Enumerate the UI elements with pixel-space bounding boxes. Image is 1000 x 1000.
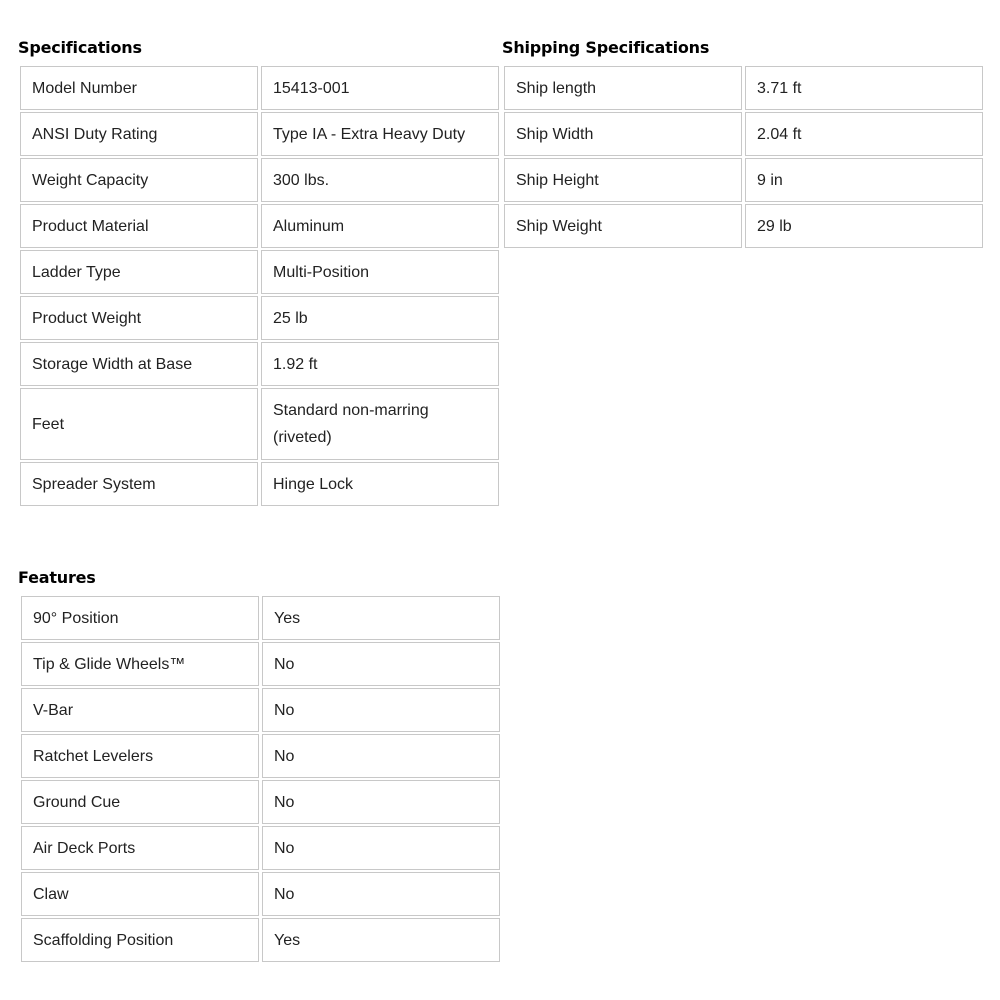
features-table bbox=[18, 594, 503, 964]
specifications-section bbox=[18, 38, 502, 508]
spec-label: Product Material bbox=[20, 204, 258, 248]
spec-value: 25 lb bbox=[261, 296, 499, 340]
table-row bbox=[20, 66, 499, 110]
spec-label: Ship Height bbox=[504, 158, 742, 202]
table-row bbox=[20, 204, 499, 248]
feature-value: Yes bbox=[262, 918, 500, 962]
spec-value: 300 lbs. bbox=[261, 158, 499, 202]
spec-value: 29 lb bbox=[745, 204, 983, 248]
spec-label: Ship Width bbox=[504, 112, 742, 156]
table-row bbox=[21, 596, 500, 640]
table-row bbox=[21, 780, 500, 824]
table-row bbox=[21, 734, 500, 778]
spec-label: Product Weight bbox=[20, 296, 258, 340]
spec-label: Ship Weight bbox=[504, 204, 742, 248]
specifications-title: Specifications bbox=[18, 38, 142, 57]
feature-value: No bbox=[262, 780, 500, 824]
spec-label: Feet bbox=[20, 388, 258, 460]
feature-value: Yes bbox=[262, 596, 500, 640]
feature-value: No bbox=[262, 734, 500, 778]
table-row bbox=[20, 158, 499, 202]
feature-label: Claw bbox=[21, 872, 259, 916]
table-row bbox=[21, 826, 500, 870]
spec-value: 9 in bbox=[745, 158, 983, 202]
spec-value: Multi-Position bbox=[261, 250, 499, 294]
spec-value: Standard non-marring (riveted) bbox=[261, 388, 499, 460]
spec-value: 1.92 ft bbox=[261, 342, 499, 386]
features-title: Features bbox=[18, 568, 96, 587]
spec-value: 2.04 ft bbox=[745, 112, 983, 156]
feature-label: 90° Position bbox=[21, 596, 259, 640]
spec-label: Spreader System bbox=[20, 462, 258, 506]
table-row bbox=[20, 462, 499, 506]
spec-value: Hinge Lock bbox=[261, 462, 499, 506]
table-row bbox=[504, 66, 983, 110]
spec-label: Model Number bbox=[20, 66, 258, 110]
feature-value: No bbox=[262, 642, 500, 686]
table-row bbox=[504, 158, 983, 202]
table-row bbox=[504, 204, 983, 248]
spec-label: Weight Capacity bbox=[20, 158, 258, 202]
spec-value: 3.71 ft bbox=[745, 66, 983, 110]
specifications-table bbox=[17, 64, 502, 508]
table-row bbox=[21, 872, 500, 916]
shipping-specifications-title: Shipping Specifications bbox=[502, 38, 710, 57]
feature-label: Air Deck Ports bbox=[21, 826, 259, 870]
shipping-specifications-table bbox=[501, 64, 986, 250]
table-row bbox=[21, 642, 500, 686]
table-row bbox=[20, 250, 499, 294]
features-section bbox=[18, 568, 503, 964]
feature-label: Ratchet Levelers bbox=[21, 734, 259, 778]
table-row bbox=[20, 388, 499, 460]
spec-value: Aluminum bbox=[261, 204, 499, 248]
feature-value: No bbox=[262, 872, 500, 916]
spec-label: Storage Width at Base bbox=[20, 342, 258, 386]
table-row bbox=[20, 342, 499, 386]
table-row bbox=[21, 918, 500, 962]
shipping-specifications-section bbox=[502, 38, 986, 250]
spec-value: Type IA - Extra Heavy Duty bbox=[261, 112, 499, 156]
table-row bbox=[21, 688, 500, 732]
spec-label: ANSI Duty Rating bbox=[20, 112, 258, 156]
table-row bbox=[20, 296, 499, 340]
spec-label: Ship length bbox=[504, 66, 742, 110]
feature-label: Tip & Glide Wheels™ bbox=[21, 642, 259, 686]
feature-label: Scaffolding Position bbox=[21, 918, 259, 962]
spec-label: Ladder Type bbox=[20, 250, 258, 294]
spec-value: 15413-001 bbox=[261, 66, 499, 110]
table-row bbox=[20, 112, 499, 156]
feature-value: No bbox=[262, 688, 500, 732]
feature-value: No bbox=[262, 826, 500, 870]
feature-label: Ground Cue bbox=[21, 780, 259, 824]
feature-label: V-Bar bbox=[21, 688, 259, 732]
table-row bbox=[504, 112, 983, 156]
